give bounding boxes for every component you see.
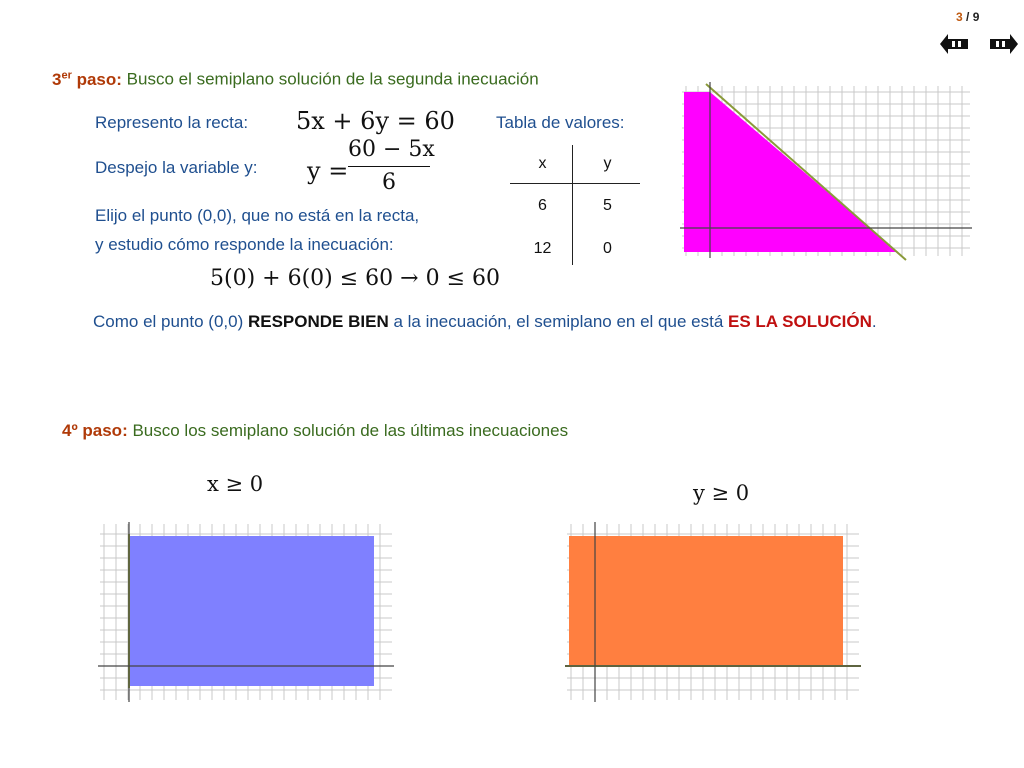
ineq-y: y ≥ 0 (693, 481, 750, 505)
prev-page-button[interactable] (938, 30, 972, 58)
conclusion-text: Como el punto (0,0) RESPONDE BIEN a la inecuación, el semiplano en el que está ES LA SOLUCIÓN. (93, 312, 877, 331)
table-cell: 12 (533, 239, 552, 257)
fraction-bar (348, 166, 430, 167)
evaluation: 5(0) + 6(0) ≤ 60 → 0 ≤ 60 (210, 266, 500, 291)
table-cell: 5 (603, 196, 612, 214)
values-table (510, 145, 640, 270)
table-divider (572, 145, 573, 265)
table-cell: 6 (538, 196, 547, 214)
step4-label: 4º paso: (62, 421, 128, 440)
next-page-button[interactable] (986, 30, 1020, 58)
line-equation: 5x + 6y = 60 (296, 107, 455, 135)
es-la-solucion: ES LA SOLUCIÓN (728, 312, 872, 331)
nav-back-icon (938, 30, 972, 58)
step3-label: 3er paso: (52, 69, 122, 89)
table-title: Tabla de valores: (496, 113, 625, 132)
table-row (510, 227, 640, 270)
blue-region (129, 536, 374, 686)
step4-title-text: Busco los semiplano solución de las últimas inecuaciones (127, 421, 569, 440)
page-indicator (956, 10, 979, 24)
table-header-x: x (538, 155, 547, 172)
page-current: 3 (956, 10, 963, 24)
table-header-y: y (603, 155, 612, 172)
step3-title-text: Busco el semiplano solución de la segunda inecuación (121, 69, 539, 89)
step3-title (52, 69, 539, 90)
y-lhs: y = (307, 157, 349, 185)
step4-title (62, 421, 568, 441)
responde-bien: RESPONDE BIEN (247, 312, 389, 331)
page-total: 9 (972, 10, 980, 24)
table-header (510, 145, 640, 184)
page-separator: / (962, 10, 973, 24)
ineq-x: x ≥ 0 (207, 472, 264, 496)
elijo-line1: Elijo el punto (0,0), que no está en la recta, (95, 206, 420, 225)
graph-blue-halfplane (96, 518, 396, 704)
elijo-line2: y estudio cómo responde la inecuación: (95, 235, 394, 254)
table-row (510, 184, 640, 227)
y-numerator: 60 − 5x (348, 137, 435, 162)
represent-label: Represento la recta: (95, 113, 249, 132)
despejo-label: Despejo la variable y: (95, 158, 258, 177)
table-cell: 0 (603, 239, 612, 257)
graph-magenta-halfplane (676, 80, 976, 262)
y-denominator: 6 (382, 170, 396, 195)
orange-region (569, 536, 843, 666)
nav-forward-icon (986, 30, 1020, 58)
graph-orange-halfplane (563, 518, 863, 704)
